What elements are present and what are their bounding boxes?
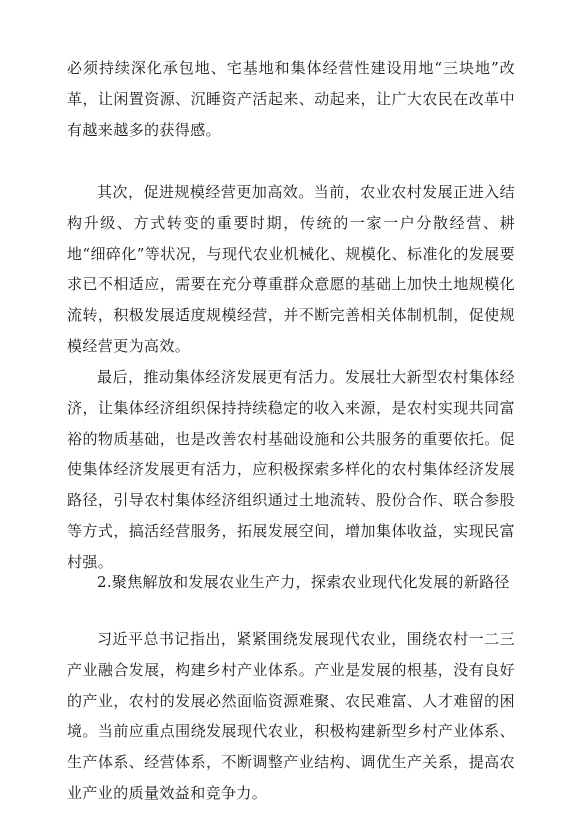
paragraph-collective-economy: 最后，推动集体经济发展更有活力。发展壮大新型农村集体经济，让集体经济组织保持持续稳定的收入来源，是农村实现共同富裕的物质基础，也是改善农村基础设施和公共服务的重要依托。促使集体经济发展更有活力，应积极探索多样化的农村集体经济发展路径，引导农村集体经济组织通过土地流转、股份合作、联合参股等方式，搞活经营服务，拓展发展空间，增加集体收益，实现民富村强。 — [67, 368, 515, 571]
paragraph-scale-operation: 其次，促进规模经营更加高效。当前，农业农村发展正进入结构升级、方式转变的重要时期，传统的一家一户分散经营、耕地“细碎化”等状况，与现代农业机械化、规模化、标准化的发展要求已不相适应，需要在充分尊重群众意愿的基础上加快土地规模化流转，积极发展适度规模经营，并不断完善相关体制机制，促使规模经营更为高效。 — [67, 183, 515, 355]
paragraph-three-plots-reform: 必须持续深化承包地、宅基地和集体经营性建设用地“三块地”改革，让闲置资源、沉睡资产活起来、动起来，让广大农民在改革中有越来越多的获得感。 — [67, 59, 515, 139]
paragraph-rural-industry: 习近平总书记指出，紧紧围绕发展现代农业，围绕农村一二三产业融合发展，构建乡村产业体系。产业是发展的根基，没有良好的产业，农村的发展必然面临资源难聚、农民难富、人才难留的困境。当前应重点围绕发展现代农业，积极构建新型乡村产业体系、生产体系、经营体系，不断调整产业结构、调优生产关系，提高农业产业的质量效益和竞争力。 — [67, 630, 515, 802]
section-heading: 2.聚焦解放和发展农业生产力，探索农业现代化发展的新路径 — [97, 573, 510, 591]
